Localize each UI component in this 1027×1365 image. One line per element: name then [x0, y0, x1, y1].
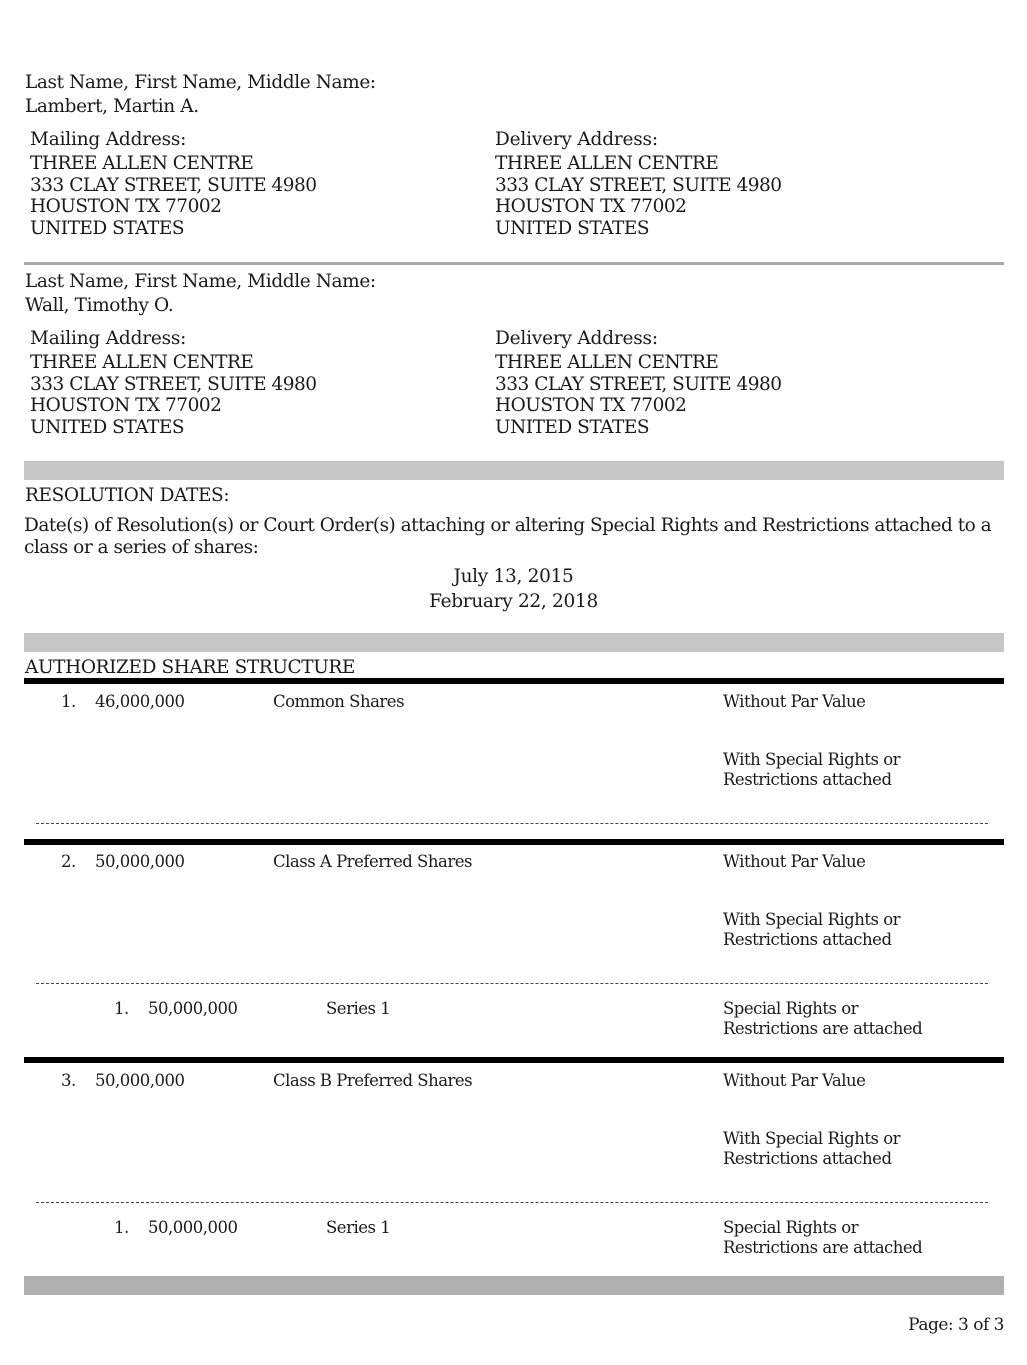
special-rights — [723, 910, 900, 950]
address-line: UNITED STATES — [30, 217, 185, 239]
series-quantity: 50,000,000 — [148, 1218, 238, 1237]
rights-line: Restrictions are attached — [723, 1238, 923, 1257]
address-line: UNITED STATES — [495, 217, 650, 239]
class-name: Class B Preferred Shares — [273, 1071, 473, 1090]
share-quantity: 50,000,000 — [95, 1071, 185, 1090]
class-divider — [24, 1057, 1004, 1063]
resolution-date: February 22, 2018 — [429, 591, 598, 612]
divider — [24, 262, 1004, 265]
dashed-divider — [36, 1202, 988, 1203]
page-number: Page: 3 of 3 — [908, 1315, 1004, 1335]
address-line: 333 CLAY STREET, SUITE 4980 — [495, 174, 782, 196]
address-line: UNITED STATES — [30, 416, 185, 438]
rights-line: Restrictions attached — [723, 1149, 892, 1168]
rights-line: Restrictions attached — [723, 770, 892, 789]
rights-line: With Special Rights or — [723, 910, 901, 929]
name-label: Last Name, First Name, Middle Name: — [25, 271, 376, 292]
series-rights — [723, 999, 922, 1039]
address-line: THREE ALLEN CENTRE — [30, 352, 254, 373]
dashed-divider — [36, 983, 988, 984]
share-quantity: 50,000,000 — [95, 852, 185, 871]
class-number: 1. — [61, 692, 76, 711]
address-line: 333 CLAY STREET, SUITE 4980 — [495, 373, 782, 395]
section-bar — [24, 633, 1004, 652]
special-rights — [723, 1129, 900, 1169]
rights-line: With Special Rights or — [723, 750, 901, 769]
section-bar — [24, 461, 1004, 480]
par-value: Without Par Value — [723, 852, 866, 871]
mailing-address — [30, 153, 317, 239]
address-line: THREE ALLEN CENTRE — [495, 352, 719, 373]
share-quantity: 46,000,000 — [95, 692, 185, 711]
rights-line: Restrictions are attached — [723, 1019, 923, 1038]
delivery-address — [495, 352, 782, 438]
director-name: Wall, Timothy O. — [25, 295, 174, 316]
resolution-description: Date(s) of Resolution(s) or Court Order(s) attaching or altering Special Rights and Restrictions attached to a class or a series of shares: — [24, 515, 992, 558]
section-bar — [24, 1276, 1004, 1295]
rights-line: Special Rights or — [723, 999, 859, 1018]
par-value: Without Par Value — [723, 1071, 866, 1090]
address-line: UNITED STATES — [495, 416, 650, 438]
class-name: Class A Preferred Shares — [273, 852, 472, 871]
address-line: HOUSTON TX 77002 — [495, 196, 687, 217]
series-number: 1. — [114, 999, 129, 1018]
series-rights — [723, 1218, 922, 1258]
director-name: Lambert, Martin A. — [25, 96, 199, 117]
series-name: Series 1 — [326, 1218, 391, 1237]
mailing-address-label: Mailing Address: — [30, 129, 187, 150]
address-line: HOUSTON TX 77002 — [495, 395, 687, 416]
rights-line: Special Rights or — [723, 1218, 859, 1237]
resolution-heading: RESOLUTION DATES: — [25, 485, 230, 506]
delivery-address-label: Delivery Address: — [495, 328, 658, 349]
dashed-divider — [36, 823, 988, 824]
delivery-address-label: Delivery Address: — [495, 129, 658, 150]
rights-line: Restrictions attached — [723, 930, 892, 949]
address-line: 333 CLAY STREET, SUITE 4980 — [30, 174, 317, 196]
delivery-address — [495, 153, 782, 239]
class-divider — [24, 839, 1004, 845]
class-number: 3. — [61, 1071, 76, 1090]
mailing-address — [30, 352, 317, 438]
name-label: Last Name, First Name, Middle Name: — [25, 72, 376, 93]
class-name: Common Shares — [273, 692, 405, 711]
series-name: Series 1 — [326, 999, 391, 1018]
class-number: 2. — [61, 852, 76, 871]
address-line: THREE ALLEN CENTRE — [30, 153, 254, 174]
address-line: 333 CLAY STREET, SUITE 4980 — [30, 373, 317, 395]
resolution-date: July 13, 2015 — [453, 566, 574, 587]
address-line: HOUSTON TX 77002 — [30, 196, 222, 217]
address-line: HOUSTON TX 77002 — [30, 395, 222, 416]
series-quantity: 50,000,000 — [148, 999, 238, 1018]
special-rights — [723, 750, 900, 790]
rights-line: With Special Rights or — [723, 1129, 901, 1148]
mailing-address-label: Mailing Address: — [30, 328, 187, 349]
address-line: THREE ALLEN CENTRE — [495, 153, 719, 174]
par-value: Without Par Value — [723, 692, 866, 711]
series-number: 1. — [114, 1218, 129, 1237]
class-divider — [24, 678, 1004, 684]
share-structure-heading: AUTHORIZED SHARE STRUCTURE — [25, 657, 356, 678]
